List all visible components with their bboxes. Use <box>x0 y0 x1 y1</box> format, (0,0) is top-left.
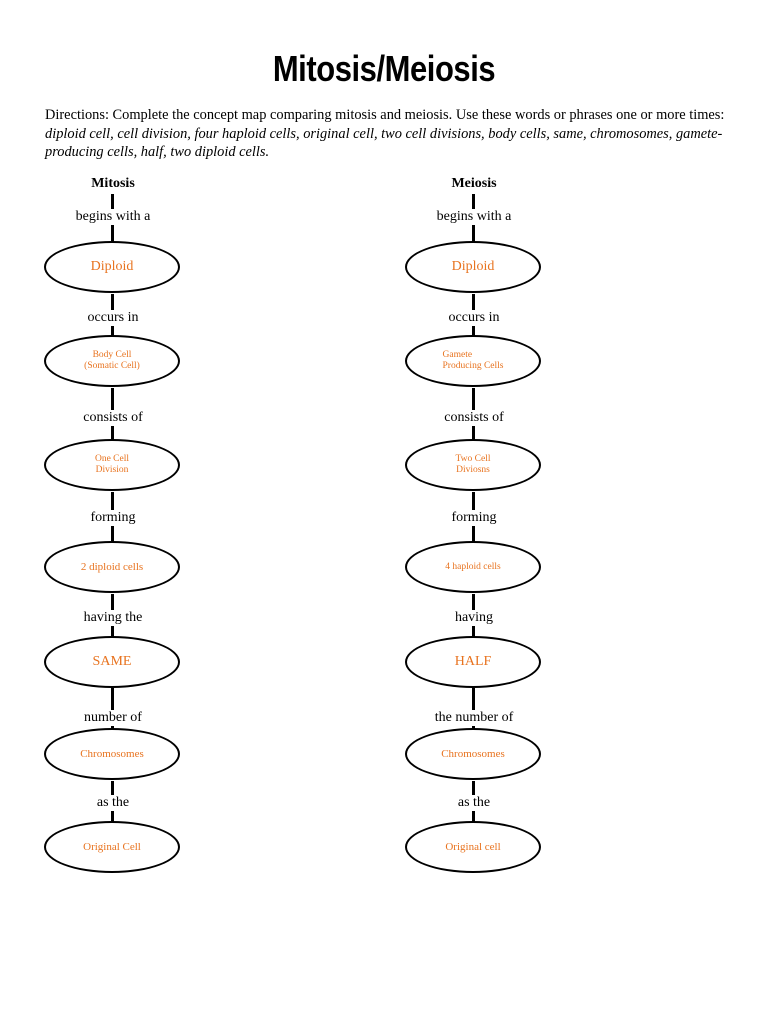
meiosis-answer-original-cell[interactable]: Original cell <box>405 821 541 873</box>
mitosis-link-forming: forming <box>43 510 183 526</box>
word-bank: diploid cell, cell division, four haploid cells, original cell, two cell divisions, body cells, same, chromosomes, gamete-producing cells, half, two diploid cells. <box>45 125 723 160</box>
mitosis-concept-map <box>43 0 183 1024</box>
mitosis-link-consists: consists of <box>43 410 183 426</box>
mitosis-answer-diploid-cells[interactable]: 2 diploid cells <box>44 541 180 593</box>
mitosis-link-as: as the <box>43 795 183 811</box>
mitosis-answer-chromosomes[interactable]: Chromosomes <box>44 728 180 780</box>
meiosis-link-as: as the <box>404 795 544 811</box>
meiosis-answer-chromosomes[interactable]: Chromosomes <box>405 728 541 780</box>
mitosis-answer-diploid[interactable]: Diploid <box>44 241 180 293</box>
mitosis-link-begins: begins with a <box>43 209 183 225</box>
mitosis-answer-body-cell[interactable]: Body Cell (Somatic Cell) <box>44 335 180 387</box>
directions-text: Directions: Complete the concept map comparing mitosis and meiosis. Use these words or phrases one or more times: <box>45 107 725 123</box>
meiosis-answer-gamete-cells[interactable]: Gamete Producing Cells <box>405 335 541 387</box>
mitosis-link-occurs: occurs in <box>43 310 183 326</box>
meiosis-answer-two-divisions[interactable]: Two Cell Diviosns <box>405 439 541 491</box>
mitosis-link-having: having the <box>43 610 183 626</box>
mitosis-answer-original-cell[interactable]: Original Cell <box>44 821 180 873</box>
mitosis-heading: Mitosis <box>91 176 135 191</box>
meiosis-link-number: the number of <box>404 710 544 726</box>
meiosis-link-forming: forming <box>404 510 544 526</box>
meiosis-link-having: having <box>404 610 544 626</box>
meiosis-concept-map <box>404 0 544 1024</box>
meiosis-link-begins: begins with a <box>404 209 544 225</box>
meiosis-heading: Meiosis <box>451 176 497 191</box>
mitosis-answer-same[interactable]: SAME <box>44 636 180 688</box>
meiosis-link-occurs: occurs in <box>404 310 544 326</box>
meiosis-answer-half[interactable]: HALF <box>405 636 541 688</box>
mitosis-link-number: number of <box>43 710 183 726</box>
meiosis-answer-haploid-cells[interactable]: 4 haploid cells <box>405 541 541 593</box>
page-title: Mitosis/Meiosis <box>272 48 496 89</box>
meiosis-link-consists: consists of <box>404 410 544 426</box>
mitosis-answer-one-division[interactable]: One Cell Division <box>44 439 180 491</box>
meiosis-answer-diploid[interactable]: Diploid <box>405 241 541 293</box>
